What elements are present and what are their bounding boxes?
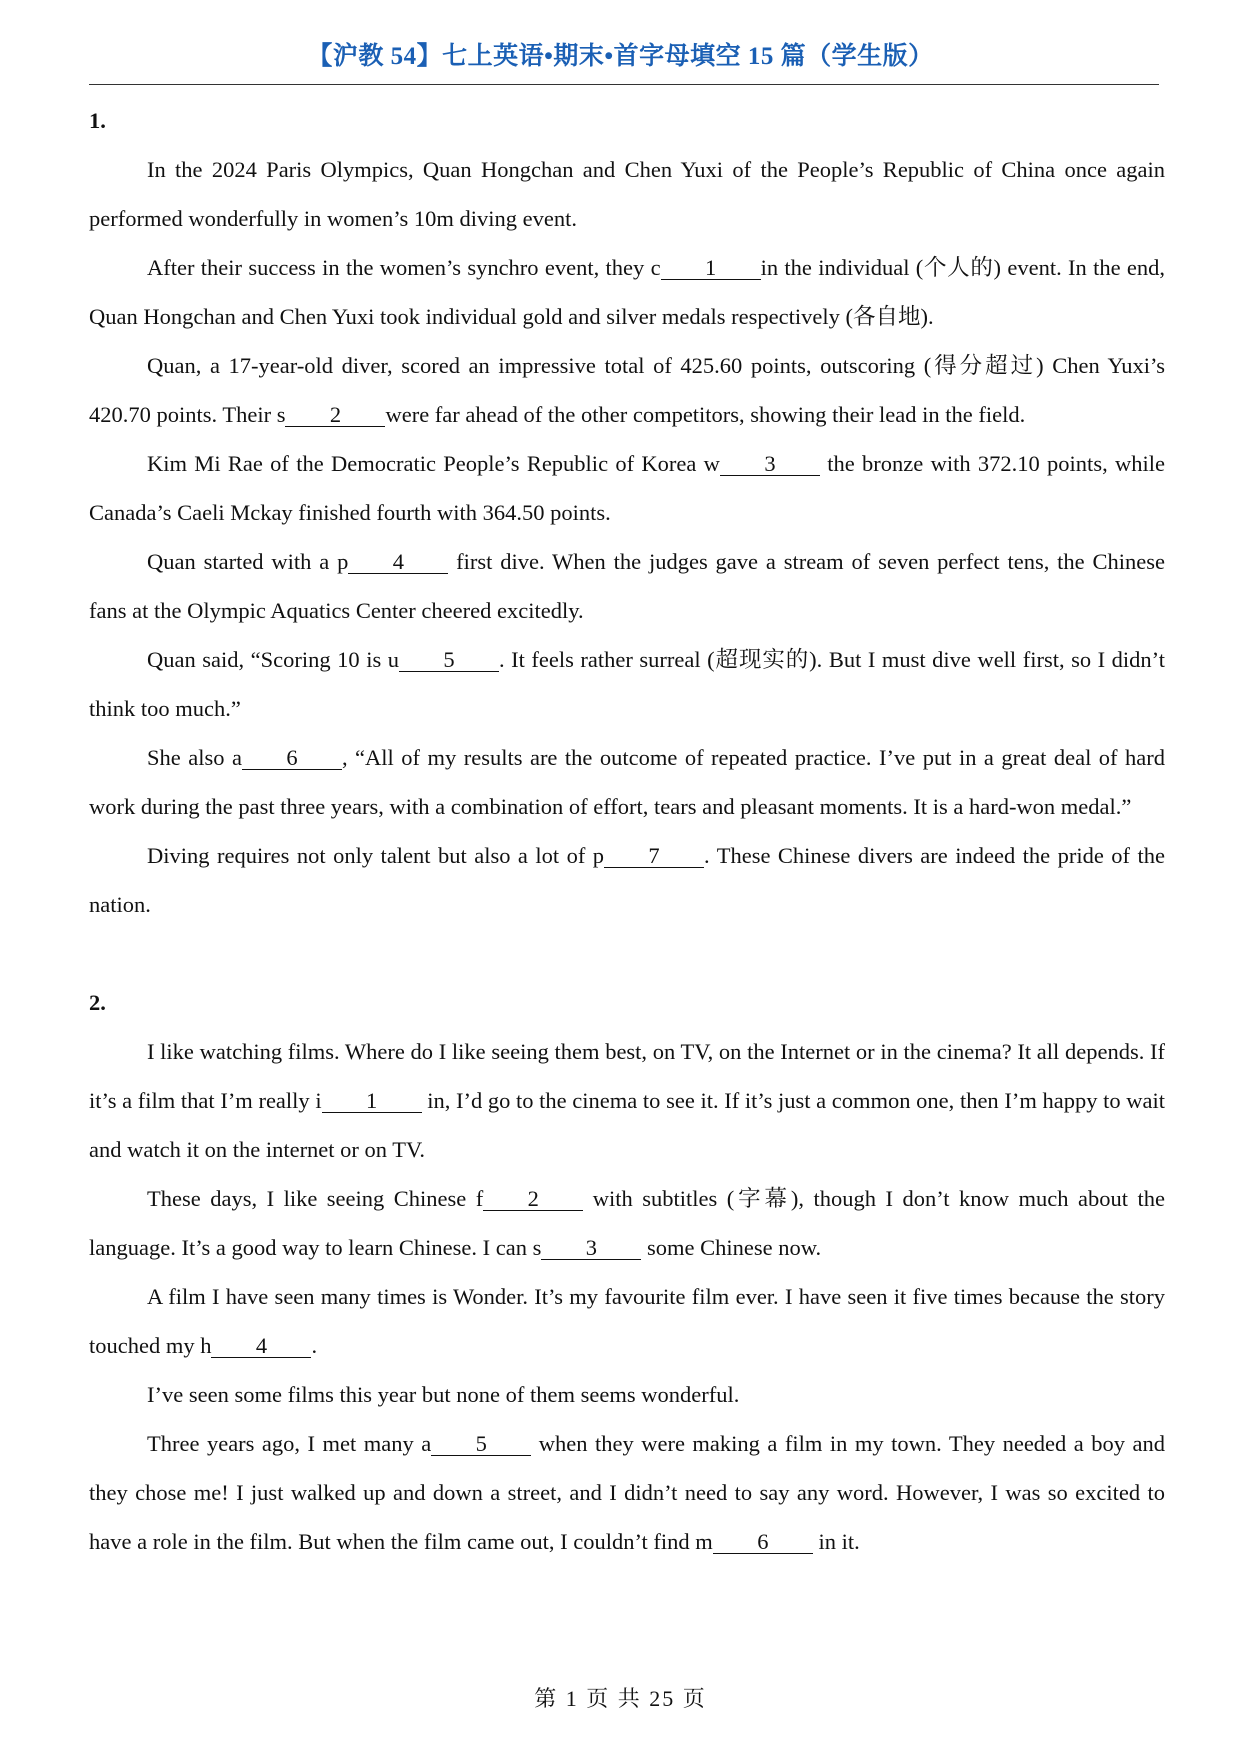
paragraph (89, 243, 1165, 341)
paragraph-text: . (311, 1333, 318, 1358)
page-footer: 第 1 页 共 25 页 (534, 1686, 707, 1711)
paragraph-text: Quan said, “Scoring 10 is u (147, 647, 399, 672)
answer-blank[interactable]: 6 (242, 747, 342, 770)
question-number: 2. (89, 990, 106, 1015)
question-number: 1. (89, 108, 106, 133)
paragraph (89, 1174, 1165, 1272)
paragraph (89, 145, 1165, 243)
paragraph-text: in the individual (个人的) event. In the end, Quan Hongchan and Chen Yuxi took individual gold and silver medals respectively (各自地). (89, 255, 1165, 329)
answer-blank[interactable]: 3 (720, 453, 820, 476)
answer-blank[interactable]: 6 (713, 1531, 813, 1554)
paragraph (89, 341, 1165, 439)
paragraph-text: These days, I like seeing Chinese f (147, 1186, 484, 1211)
answer-blank[interactable]: 5 (399, 649, 499, 672)
paragraph-text: Quan, a 17-year-old diver, scored an impressive total of 425.60 points, outscoring (得分超过) Chen Yuxi’s 420.70 points. Their s (89, 353, 1165, 427)
paragraph-text: in, I’d go to the cinema to see it. If it’s just a common one, then I’m happy to wait and watch it on the internet or on TV. (89, 1088, 1165, 1162)
paragraph-text: Three years ago, I met many a (147, 1431, 432, 1456)
answer-blank[interactable]: 4 (348, 551, 448, 574)
paragraph (89, 635, 1165, 733)
page-content (89, 96, 1165, 1566)
paragraph (89, 439, 1165, 537)
paragraph-text: some Chinese now. (641, 1235, 822, 1260)
paragraph (89, 1370, 1165, 1419)
paragraph-text: were far ahead of the other competitors, showing their lead in the field. (385, 402, 1026, 427)
paragraph-text: Quan started with a p (147, 549, 349, 574)
paragraph-text: when they were making a film in my town. They needed a boy and they chose me! I just walked up and down a street, and I didn’t need to say any word. However, I was so excited to have a role in the film. But when the film came out, I couldn’t find m (89, 1431, 1166, 1554)
paragraph-text: I’ve seen some films this year but none of them seems wonderful. (147, 1382, 740, 1407)
answer-blank[interactable]: 1 (661, 257, 761, 280)
paragraph-text: . It feels rather surreal (超现实的). But I must dive well first, so I didn’t think too much.” (89, 647, 1166, 721)
answer-blank[interactable]: 2 (285, 404, 385, 427)
question-2 (89, 978, 1165, 1566)
section-gap (89, 929, 1165, 978)
paragraph-text: Kim Mi Rae of the Democratic People’s Republic of Korea w (147, 451, 720, 476)
paragraph-text: A film I have seen many times is Wonder. It’s my favourite film ever. I have seen it five times because the story touched my h (89, 1284, 1165, 1358)
answer-blank[interactable]: 1 (322, 1090, 422, 1113)
paragraph-text: , “All of my results are the outcome of repeated practice. I’ve put in a great deal of hard work during the past three years, with a combination of effort, tears and pleasant moments. It is a hard-won medal.” (89, 745, 1166, 819)
document-header: 【沪教 54】七上英语•期末•首字母填空 15 篇（学生版） (307, 43, 934, 70)
paragraph-text: She also a (147, 745, 242, 770)
answer-blank[interactable]: 4 (211, 1335, 311, 1358)
paragraph-text: In the 2024 Paris Olympics, Quan Hongchan and Chen Yuxi of the People’s Republic of China once again performed wonderfully in women’s 10m diving event. (89, 157, 1165, 231)
paragraph-text: with subtitles (字幕), though I don’t know much about the language. It’s a good way to learn Chinese. I can s (89, 1186, 1165, 1260)
answer-blank[interactable]: 7 (604, 845, 704, 868)
paragraph-text: After their success in the women’s synchro event, they c (147, 255, 661, 280)
paragraph (89, 1419, 1165, 1566)
paragraph-text: first dive. When the judges gave a stream of seven perfect tens, the Chinese fans at the Olympic Aquatics Center cheered excitedly. (89, 549, 1165, 623)
paragraph-text: . These Chinese divers are indeed the pride of the nation. (89, 843, 1165, 917)
paragraph (89, 537, 1165, 635)
header-rule (89, 84, 1159, 85)
paragraph-text: Diving requires not only talent but also a lot of p (147, 843, 605, 868)
answer-blank[interactable]: 5 (431, 1433, 531, 1456)
paragraph (89, 1027, 1165, 1174)
paragraph-text: in it. (812, 1529, 860, 1554)
answer-blank[interactable]: 3 (541, 1237, 641, 1260)
answer-blank[interactable]: 2 (483, 1188, 583, 1211)
paragraph-text: the bronze with 372.10 points, while Canada’s Caeli Mckay finished fourth with 364.50 points. (89, 451, 1165, 525)
paragraph (89, 831, 1165, 929)
paragraph (89, 1272, 1165, 1370)
paragraph-text: I like watching films. Where do I like seeing them best, on TV, on the Internet or in the cinema? It all depends. If it’s a film that I’m really i (89, 1039, 1165, 1113)
paragraph (89, 733, 1165, 831)
question-1 (89, 96, 1165, 929)
